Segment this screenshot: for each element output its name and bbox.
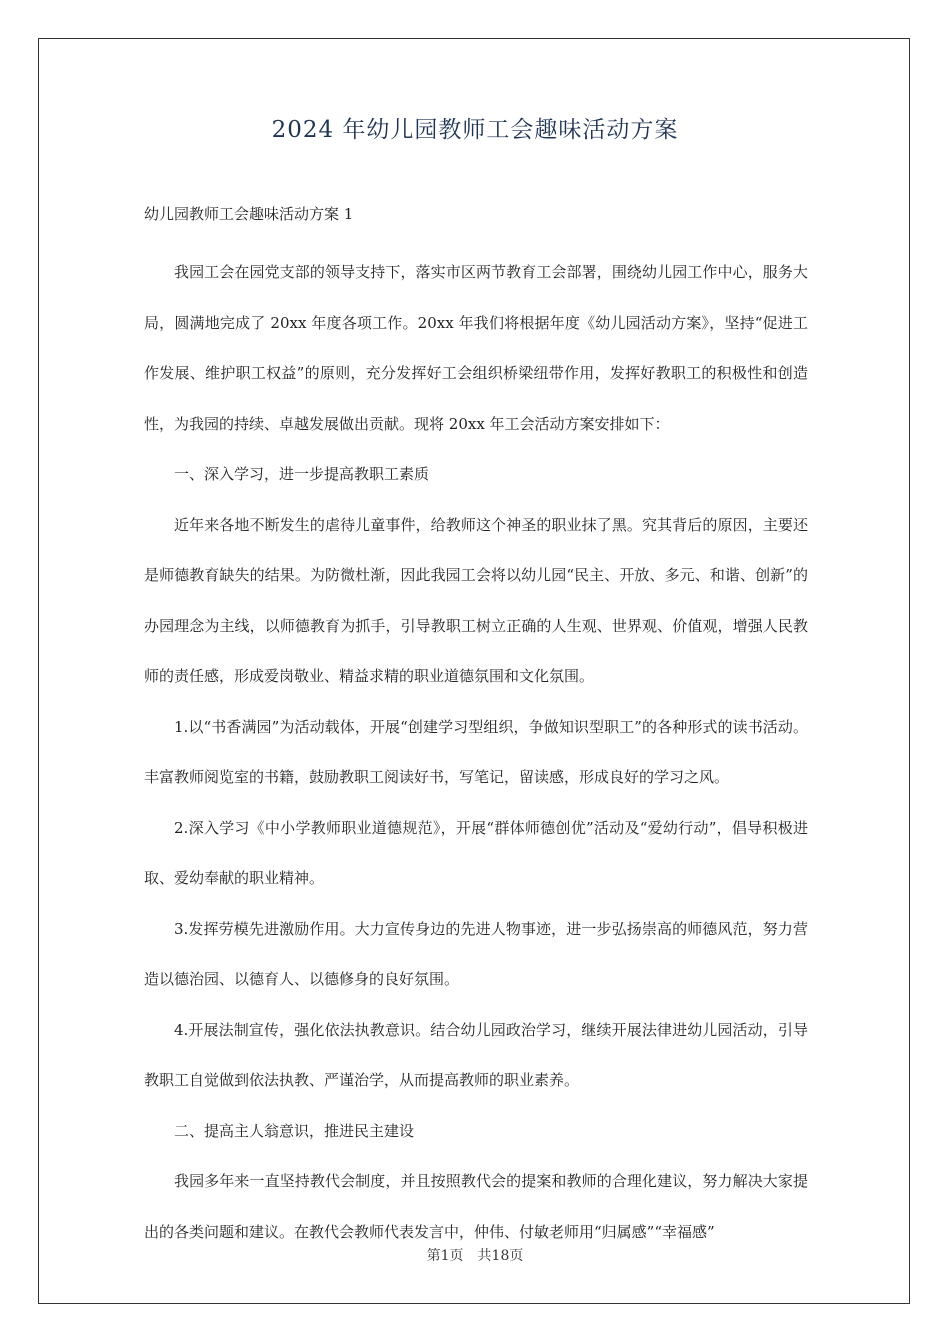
list-item-2: 2.深入学习《中小学教师职业道德规范》，开展“群体师德创优”活动及“爱幼行动”，倡导积极进取、爱幼奉献的职业精神。 (144, 818, 808, 887)
list-item-4: 4.开展法制宣传，强化依法执教意识。结合幼儿园政治学习，继续开展法律进幼儿园活动，引导教职工自觉做到依法执教、严谨治学，从而提高教师的职业素养。 (144, 1020, 808, 1089)
list-item-3: 3.发挥劳模先进激励作用。大力宣传身边的先进人物事迹，进一步弘扬崇高的师德风范，努力营造以德治园、以德育人、以德修身的良好氛围。 (144, 919, 808, 988)
document-body (144, 197, 808, 1257)
section-subheading: 幼儿园教师工会趣味活动方案 1 (144, 205, 354, 223)
heading-section-2: 二、提高主人翁意识，推进民主建设 (174, 1121, 415, 1140)
paragraph-intro: 我园工会在园党支部的领导支持下，落实市区两节教育工会部署，围绕幼儿园工作中心，服务大局，圆满地完成了 20xx 年度各项工作。20xx 年我们将根据年度《幼儿园活动方案》，坚持“促进工作发展、维护职工权益”的原则，充分发挥好工会组织桥梁纽带作用，发挥好教职工的积极性和创造性，为我园的持续、卓越发展做出贡献。现将 20xx 年工会活动方案安排如下： (144, 263, 808, 433)
paragraph-ethics: 近年来各地不断发生的虐待儿童事件，给教师这个神圣的职业抹了黑。究其背后的原因，主要还是师德教育缺失的结果。为防微杜渐，因此我园工会将以幼儿园“民主、开放、多元、和谐、创新”的办园理念为主线，以师德教育为抓手，引导教职工树立正确的人生观、世界观、价值观，增强人民教师的责任感，形成爱岗敬业、精益求精的职业道德氛围和文化氛围。 (144, 515, 808, 685)
list-item-1: 1.以“书香满园”为活动载体，开展“创建学习型组织，争做知识型职工”的各种形式的读书活动。丰富教师阅览室的书籍，鼓励教职工阅读好书，写笔记，留读感，形成良好的学习之风。 (144, 717, 808, 786)
document-title: 2024 年幼儿园教师工会趣味活动方案 (271, 117, 679, 143)
page-number: 第1页 共18页 (426, 1248, 524, 1264)
paragraph-congress: 我园多年来一直坚持教代会制度，并且按照教代会的提案和教师的合理化建议，努力解决大家提出的各类问题和建议。在教代会教师代表发言中，仲伟、付敏老师用“归属感”“幸福感” (144, 1172, 808, 1241)
heading-section-1: 一、深入学习，进一步提高教职工素质 (174, 465, 430, 483)
